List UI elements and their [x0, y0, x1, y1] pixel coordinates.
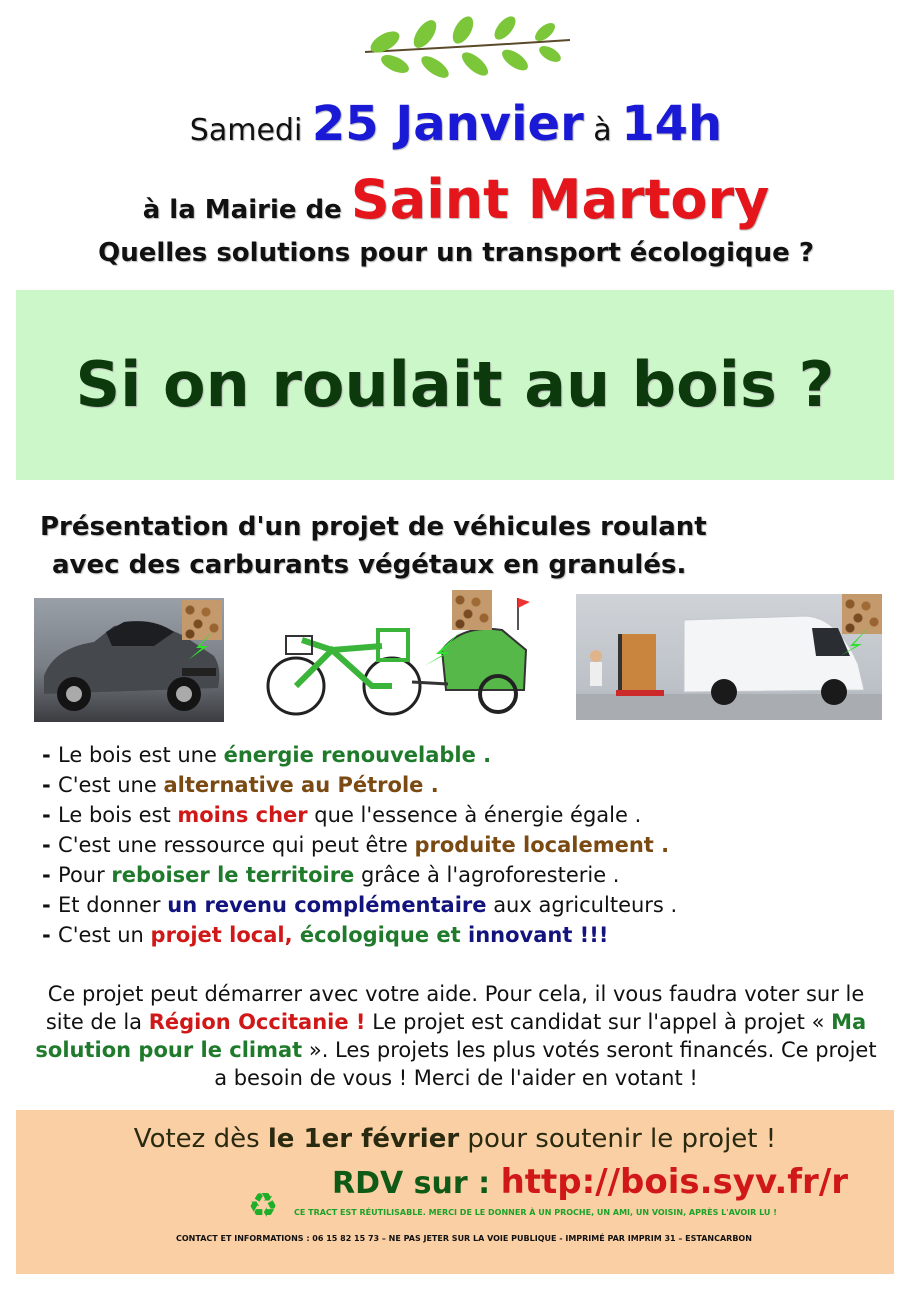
list-item: - C'est une ressource qui peut être produite localement . — [42, 833, 670, 857]
car-photo — [34, 598, 224, 722]
contact-info: CONTACT ET INFORMATIONS : 06 15 82 15 73 – NE PAS JETER SUR LA VOIE PUBLIQUE - IMPRIMÉ PAR IMPRIM 31 – ESTANCARBON — [176, 1234, 752, 1243]
date-line — [0, 96, 912, 152]
green-arrow-icon — [420, 628, 464, 668]
vote-line: Votez dès le 1er février pour soutenir le projet ! — [133, 1124, 777, 1154]
event-place: Saint Martory — [350, 168, 770, 231]
list-item: - C'est une alternative au Pétrole . — [42, 773, 439, 797]
banner-title: Si on roulait au bois ? — [75, 348, 835, 421]
region-name: Région Occitanie ! — [148, 1010, 366, 1034]
list-item: - Le bois est moins cher que l'essence à énergie égale . — [42, 803, 642, 827]
question-heading: Quelles solutions pour un transport écologique ? — [98, 238, 814, 268]
footer-box — [16, 1110, 894, 1274]
presentation-line-1: Présentation d'un projet de véhicules roulant — [40, 512, 707, 542]
reuse-notice: CE TRACT EST RÉUTILISABLE. MERCI DE LE DONNER À UN PROCHE, UN AMI, UN VOISIN, APRÈS L'AVOIR LU ! — [294, 1208, 777, 1217]
call-to-action-paragraph: Ce projet peut démarrer avec votre aide. Pour cela, il vous faudra voter sur le site de la Région Occitanie ! Le projet est candidat sur l'appel à projet « Ma solution pour le climat ». Les projets les plus votés seront financés. Ce projet a besoin de vous ! Merci de l'aider en votant ! — [35, 982, 877, 1090]
van-photo — [576, 594, 882, 720]
project-url[interactable]: http://bois.syv.fr/r — [500, 1162, 848, 1202]
list-item: - Le bois est une énergie renouvelable . — [42, 743, 492, 767]
recycle-icon: ♻ — [247, 1186, 279, 1226]
place-line — [0, 168, 912, 231]
event-time: 14h — [621, 96, 723, 152]
presentation-line-2: avec des carburants végétaux en granulés. — [52, 550, 687, 580]
date-mid: à — [593, 113, 612, 148]
leaves-icon — [355, 12, 577, 92]
date-prefix: Samedi — [189, 113, 303, 148]
presentation-text — [40, 508, 880, 584]
benefit-list — [42, 740, 882, 950]
list-item: - Et donner un revenu complémentaire aux agriculteurs . — [42, 893, 678, 917]
event-date: 25 Janvier — [311, 96, 584, 152]
title-banner — [16, 290, 894, 480]
green-arrow-icon — [838, 624, 874, 658]
call-name: Ma solution pour le climat — [35, 1010, 867, 1062]
wood-pellets-icon — [452, 590, 492, 630]
tricycle-photo — [262, 590, 542, 722]
place-prefix: à la Mairie de — [142, 195, 342, 225]
rdv-line: RDV sur : http://bois.syv.fr/r — [332, 1162, 848, 1202]
list-item: - Pour reboiser le territoire grâce à l'agroforesterie . — [42, 863, 620, 887]
list-item: - C'est un projet local, écologique et innovant !!! — [42, 923, 609, 947]
green-arrow-icon — [184, 626, 220, 662]
vote-date: le 1er février — [267, 1124, 460, 1154]
